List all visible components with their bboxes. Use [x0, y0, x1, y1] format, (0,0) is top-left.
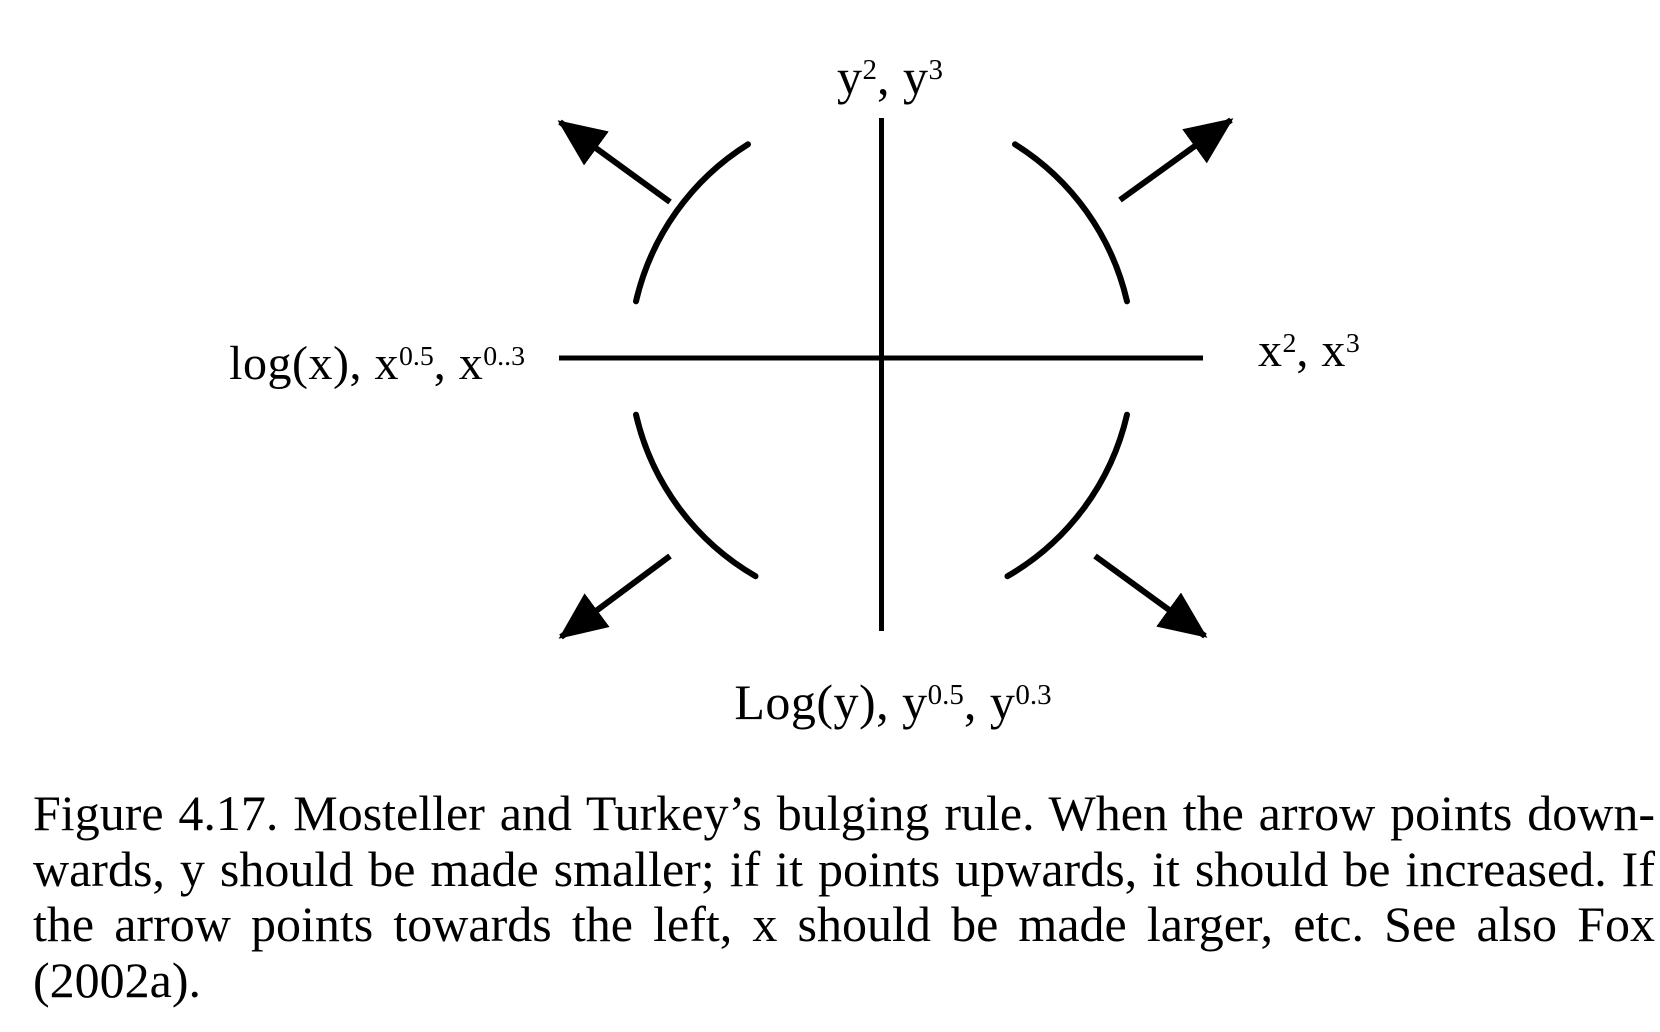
arc-upper-left	[636, 144, 748, 301]
top-label-sup1: 2	[862, 53, 877, 86]
right-transform-label	[1258, 324, 1360, 377]
left-transform-label	[125, 337, 525, 390]
bottom-transform-label	[693, 674, 1093, 730]
arc-lower-left	[636, 415, 756, 577]
caption-line: (2002a).	[33, 951, 201, 1008]
arrow-upper-right-icon	[1120, 120, 1231, 200]
arrow-upper-left-icon	[560, 122, 670, 202]
bottom-label-sup2: 0.3	[1015, 678, 1052, 711]
top-label-base2: , y	[877, 49, 929, 105]
top-label-sup2: 3	[928, 53, 943, 86]
arrow-lower-left-icon	[561, 556, 670, 637]
left-label-sup2: 0..3	[483, 340, 525, 372]
figure-caption	[33, 786, 1655, 1008]
caption-line: Figure 4.17. Mosteller and Turkey’s bulging rule. When the arrow points down-	[33, 785, 1655, 841]
arc-lower-right	[1008, 415, 1128, 577]
arc-upper-right	[1015, 144, 1127, 301]
right-label-base2: , x	[1296, 324, 1346, 377]
top-transform-label	[690, 49, 1090, 105]
bottom-label-sup1: 0.5	[927, 678, 964, 711]
right-label-base1: x	[1258, 324, 1283, 377]
bottom-label-base2: , y	[963, 674, 1016, 730]
left-label-base2: , x	[433, 337, 484, 390]
caption-line: the arrow points towards the left, x should be made larger, etc. See also Fox	[33, 896, 1655, 952]
bottom-label-base1: Log(y), y	[734, 674, 928, 730]
top-label-base1: y	[837, 49, 863, 105]
right-label-sup1: 2	[1282, 327, 1297, 359]
left-label-sup1: 0.5	[398, 340, 434, 372]
right-label-sup2: 3	[1345, 327, 1360, 359]
arrow-lower-right-icon	[1095, 556, 1205, 636]
caption-line: wards, y should be made smaller; if it points upwards, it should be increased. If	[33, 840, 1655, 897]
left-label-base1: log(x), x	[229, 337, 399, 390]
